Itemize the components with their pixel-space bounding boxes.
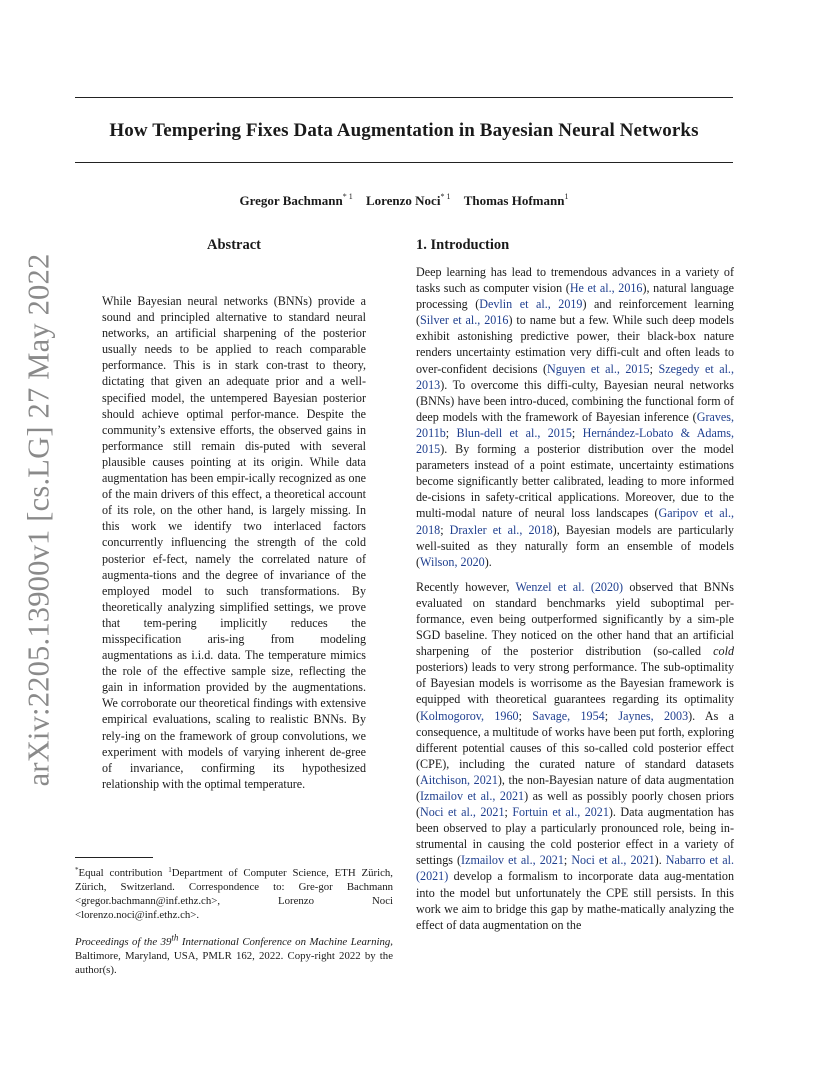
body-text: ; — [649, 361, 659, 376]
citation-link[interactable]: Silver et al., 2016 — [420, 313, 509, 328]
citation-link[interactable]: Devlin et al., 2019 — [479, 297, 583, 312]
citation-link[interactable]: Draxler et al., 2018 — [449, 522, 553, 537]
arxiv-stamp: arXiv:2205.13900v1 [cs.LG] 27 May 2022 — [21, 253, 56, 787]
abstract-body — [102, 293, 366, 792]
abstract-paragraph: While Bayesian neural networks (BNNs) provide a sound and principled alternative to standard neural networks, an artificial sharpening of the posterior usually needs to be applied to reach comparable performance. This is in stark con-trast to theory, dictating that given an adequate prior and a well-specified model, the untempered Bayesian posterior should achieve optimal perfor-mance. Despite the community’s extensive efforts, the observed gains in performance still remain dis-puted with several plausible causes pointing at its origin. While data augmentation has been empir-ically recognized as one of the main drivers of this effect, a theoretical account of its role, on the other hand, is largely missing. In this work we identify two interlaced factors concurrently influencing the strength of the cold posterior ef-fect, namely the correlated nature of augmenta-tions and the degree of invariance of the employed model to such transformations. By theoretically analyzing simplified settings, we prove that tem-pering implicitly reduces the misspecification aris-ing from modeling augmentations as i.i.d. data. The temperature mimics the role of the effective sample size, reflecting the gain in information provided by the augmentations. We corroborate our theoretical findings with extensive empirical evaluations, scaling to realistic BNNs. By rely-ing on the framework of group convolutions, we experiment with models of varying inherent de-gree of invariance, confirming its hypothesized relationship with the optimal temperature. — [102, 294, 366, 791]
citation-link[interactable]: Noci et al., 2021 — [420, 805, 505, 820]
citation-link[interactable]: Noci et al., 2021 — [571, 853, 655, 868]
citation-link[interactable]: Fortuin et al., 2021 — [512, 805, 609, 820]
body-text: ; — [604, 708, 619, 723]
title-bottom-rule — [75, 162, 733, 163]
body-text: ). — [484, 554, 492, 569]
body-text: ; — [504, 805, 513, 820]
body-text: observed that BNNs evaluated on standard benchmarks yield suboptimal per-formance, even being outperformed significantly by a sim-ple SGD baseline. They noticed on the other hand that an artificial sharpening of the posterior distribution (so-called — [416, 579, 734, 659]
citation-link[interactable]: Nguyen et al., 2015 — [547, 361, 650, 376]
author-affiliation: 1 — [564, 192, 569, 201]
section-heading-introduction: 1. Introduction — [416, 237, 510, 253]
introduction-body — [416, 264, 734, 933]
body-text: develop a formalism to incorporate data aug-mentation into the model but unfortunately the CPE still persists. In this work we aim to bridge this gap by mathe-matically analyzing the effect of data augmentation on the — [416, 869, 734, 932]
body-text: ). — [654, 853, 666, 868]
body-text: ; — [445, 425, 457, 440]
citation-link[interactable]: Szegedy et al., 2013 — [416, 361, 734, 392]
author-list — [75, 192, 733, 209]
body-text: ). Data augmentation has been observed to play a particularly pronounced role, being in-strumental in causing the cold posterior effect in a variety of settings ( — [416, 805, 735, 868]
footnote-mark: * — [75, 866, 79, 874]
footnote-text: Equal contribution — [78, 867, 169, 879]
author-1 — [240, 193, 353, 208]
proceedings-suffix: International Conference on Machine Learning — [178, 935, 391, 948]
affiliation-footnote — [75, 863, 393, 922]
intro-paragraph-2 — [416, 579, 734, 933]
footnote-text: Department of Computer Science, ETH Zürich, Zürich, Switzerland. Correspondence to: Gre-gor Bachmann <gregor.bachmann@inf.ethz.ch>, Lorenzo Noci <lorenzo.noci@inf.ethz.ch>. — [75, 867, 393, 921]
proceedings-rest: , Baltimore, Maryland, USA, PMLR 162, 2022. Copy-right 2022 by the author(s). — [75, 935, 393, 976]
body-text: ), Bayesian models are particularly well-suited as they naturally form an ensemble of models ( — [416, 522, 734, 569]
proceedings-sup: th — [171, 932, 179, 942]
body-text: ). To overcome this diffi-culty, Bayesian neural networks (BNNs) have been intro-duced, combining the functional form of deep models with the framework of Bayesian inference ( — [416, 377, 734, 424]
citation-link[interactable]: Blun-dell et al., 2015 — [456, 425, 572, 440]
body-text: Deep learning has lead to tremendous advances in a variety of tasks such as computer vision ( — [416, 265, 734, 296]
proceedings-note — [75, 930, 393, 977]
abstract-heading: Abstract — [207, 237, 261, 253]
top-rule — [75, 97, 733, 98]
author-name: Gregor Bachmann — [239, 193, 343, 208]
citation-link[interactable]: Garipov et al., 2018 — [416, 506, 734, 537]
body-text: ; — [563, 853, 572, 868]
proceedings-venue — [75, 932, 391, 948]
citation-link[interactable]: Izmailov et al., 2021 — [461, 853, 564, 868]
footnote-mark: 1 — [168, 866, 172, 874]
citation-link[interactable]: Hernández-Lobato & Adams, 2015 — [416, 425, 734, 457]
citation-link[interactable]: Wenzel et al. (2020) — [515, 579, 624, 594]
emphasis-text: cold — [713, 644, 734, 659]
body-text: ) as well as possibly poorly chosen priors ( — [416, 789, 734, 820]
author-name: Lorenzo Noci — [365, 193, 441, 208]
author-affiliation: * 1 — [440, 192, 451, 201]
body-text: ), natural language processing ( — [416, 281, 735, 312]
author-3 — [464, 193, 569, 208]
body-text: ; — [518, 708, 533, 723]
author-2 — [366, 193, 451, 208]
citation-link[interactable]: Kolmogorov, 1960 — [420, 708, 519, 723]
author-name: Thomas Hofmann — [463, 193, 565, 208]
body-text: ; — [440, 522, 450, 537]
body-text: ), the non-Bayesian nature of data augmentation ( — [416, 772, 734, 803]
citation-link[interactable]: He et al., 2016 — [569, 281, 643, 296]
paper-title: How Tempering Fixes Data Augmentation in Bayesian Neural Networks — [109, 120, 699, 141]
body-text: ) and reinforcement learning ( — [416, 297, 734, 328]
footnote-rule — [75, 857, 153, 858]
citation-link[interactable]: Savage, 1954 — [532, 708, 605, 723]
author-affiliation: * 1 — [342, 192, 353, 201]
citation-link[interactable]: Jaynes, 2003 — [618, 708, 689, 723]
citation-link[interactable]: Graves, 2011b — [416, 409, 734, 440]
body-text: ). By forming a posterior distribution over the model parameters instead of a point estimate, uncertainty estimations become significantly better calibrated, leading to more informed de-cisions in safety-critical applications. Moreover, due to the multi-modal nature of neural loss landscapes ( — [416, 442, 734, 521]
body-text: Recently however, — [416, 579, 516, 594]
body-text: ) to name but a few. While such deep models exhibit astonishing predictive power, their black-box nature renders uncertainty estimation very diffi-cult and often leads to over-confident decisions ( — [416, 313, 734, 376]
citation-link[interactable]: Izmailov et al., 2021 — [420, 789, 525, 803]
citation-link[interactable]: Wilson, 2020 — [420, 554, 485, 569]
body-text: posteriors) leads to very strong performance. The sub-optimality of Bayesian models is worrisome as the Bayesian framework is equipped with theoretical guarantees regarding its optimality ( — [416, 660, 734, 723]
body-text: ). As a consequence, a multitude of works have been put forth, exploring different potential causes of this so-called cold posterior effect (CPE), including the curated nature of standard datasets ( — [416, 708, 734, 787]
proceedings-prefix: Proceedings of the 39 — [75, 935, 172, 948]
citation-link[interactable]: Nabarro et al. (2021) — [416, 853, 734, 884]
body-text: ; — [571, 425, 583, 440]
intro-paragraph-1 — [416, 264, 734, 570]
citation-link[interactable]: Aitchison, 2021 — [420, 772, 498, 787]
